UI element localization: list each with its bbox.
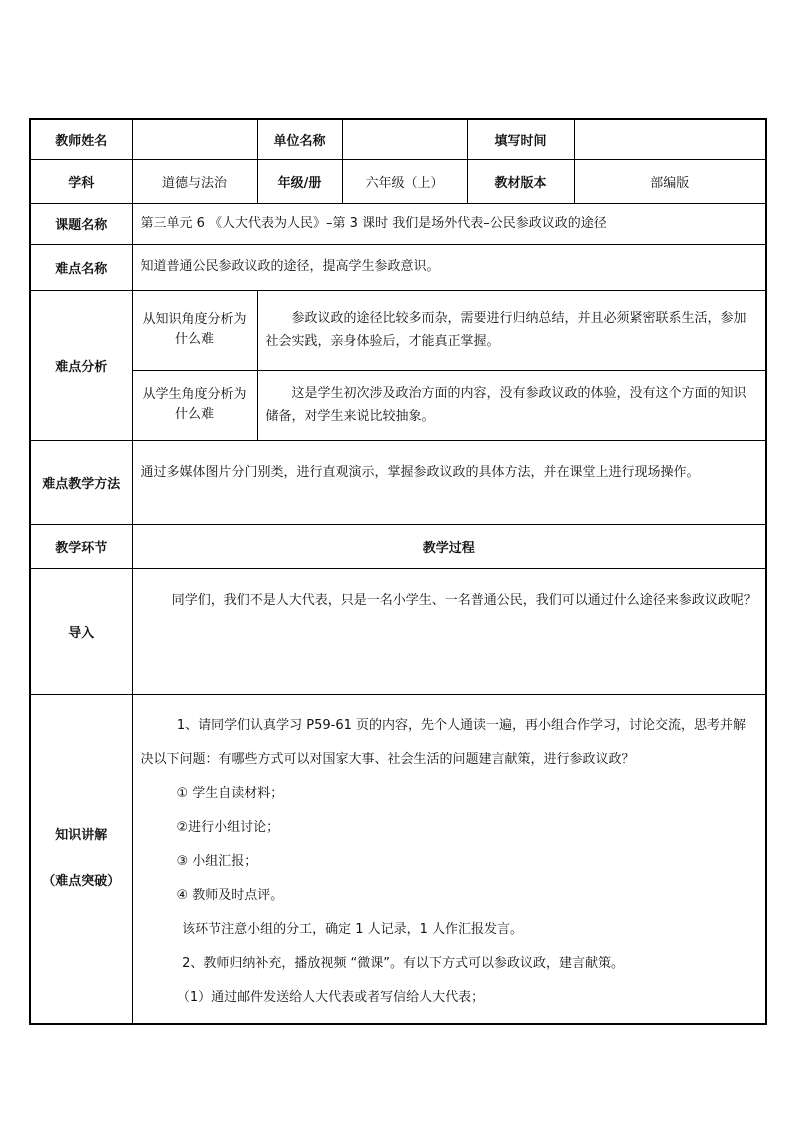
lesson-plan-table — [29, 118, 767, 1025]
knowledge-label-cell — [30, 694, 132, 1024]
stage-column-label: 教学环节 — [30, 524, 132, 568]
knowledge-step-1: ① 学生自读材料； — [176, 785, 284, 801]
teacher-name-value — [132, 119, 257, 159]
analysis-label: 难点分析 — [30, 290, 132, 440]
difficulty-value: 知道普通公民参政议政的途径，提高学生参政意识。 — [132, 244, 766, 290]
knowledge-label: 知识讲解 — [55, 827, 108, 843]
process-column-label: 教学过程 — [132, 524, 766, 568]
difficulty-label: 难点名称 — [30, 244, 132, 290]
student-angle-text: 这是学生初次涉及政治方面的内容，没有参政议政的体验，没有这个方面的知识储备，对学生来说比较抽象。 — [257, 370, 766, 440]
info-row — [30, 159, 766, 203]
method-label: 难点教学方法 — [30, 440, 132, 524]
fill-date-label: 填写时间 — [467, 119, 574, 159]
teacher-name-label: 教师姓名 — [30, 119, 132, 159]
process-header-row — [30, 524, 766, 568]
method-row — [30, 440, 766, 524]
knowledge-content — [132, 694, 766, 1024]
edition-value: 部编版 — [574, 159, 766, 203]
method-text: 通过多媒体图片分门别类，进行直观演示，掌握参政议政的具体方法，并在课堂上进行现场操作。 — [132, 440, 766, 524]
intro-label: 导入 — [30, 568, 132, 694]
topic-value: 第三单元 6 《人大代表为人民》–第 3 课时 我们是场外代表–公民参政议政的途径 — [132, 203, 766, 244]
grade-value: 六年级（上） — [342, 159, 467, 203]
knowledge-step-2: ②进行小组讨论； — [176, 819, 280, 835]
knowledge-row — [30, 694, 766, 1024]
grade-label: 年级/册 — [257, 159, 342, 203]
edition-label: 教材版本 — [467, 159, 574, 203]
subject-label: 学科 — [30, 159, 132, 203]
topic-label: 课题名称 — [30, 203, 132, 244]
subject-value: 道德与法治 — [132, 159, 257, 203]
unit-name-value — [342, 119, 467, 159]
knowledge-step-4: ④ 教师及时点评。 — [176, 887, 284, 903]
difficulty-row — [30, 244, 766, 290]
analysis-row-student — [30, 370, 766, 440]
header-row — [30, 119, 766, 159]
intro-text: 同学们，我们不是人大代表，只是一名小学生、一名普通公民，我们可以通过什么途径来参政议政呢？ — [132, 568, 766, 694]
knowledge-angle-label: 从知识角度分析为什么难 — [132, 290, 257, 370]
knowledge-sublabel: （难点突破） — [42, 873, 121, 889]
knowledge-paragraph-2: 2、教师归纳补充，播放视频 “微课”。有以下方式可以参政议政，建言献策。 — [182, 955, 624, 971]
knowledge-step-3: ③ 小组汇报； — [176, 853, 258, 869]
knowledge-paragraph-3: （1）通过邮件发送给人大代表或者写信给人大代表； — [176, 989, 485, 1005]
unit-name-label: 单位名称 — [257, 119, 342, 159]
knowledge-paragraph-1: 1、请同学们认真学习 P59-61 页的内容，先个人通读一遍，再小组合作学习，讨论交流，思考并解决以下问题：有哪些方式可以对国家大事、社会生活的问题建言献策，进行参政议政？ — [140, 717, 747, 767]
topic-row — [30, 203, 766, 244]
student-angle-label: 从学生角度分析为什么难 — [132, 370, 257, 440]
analysis-row-knowledge — [30, 290, 766, 370]
knowledge-note: 该环节注意小组的分工，确定 1 人记录，1 人作汇报发言。 — [182, 921, 524, 937]
knowledge-angle-text: 参政议政的途径比较多而杂，需要进行归纳总结，并且必须紧密联系生活，参加社会实践，亲身体验后，才能真正掌握。 — [257, 290, 766, 370]
intro-row — [30, 568, 766, 694]
fill-date-value — [574, 119, 766, 159]
